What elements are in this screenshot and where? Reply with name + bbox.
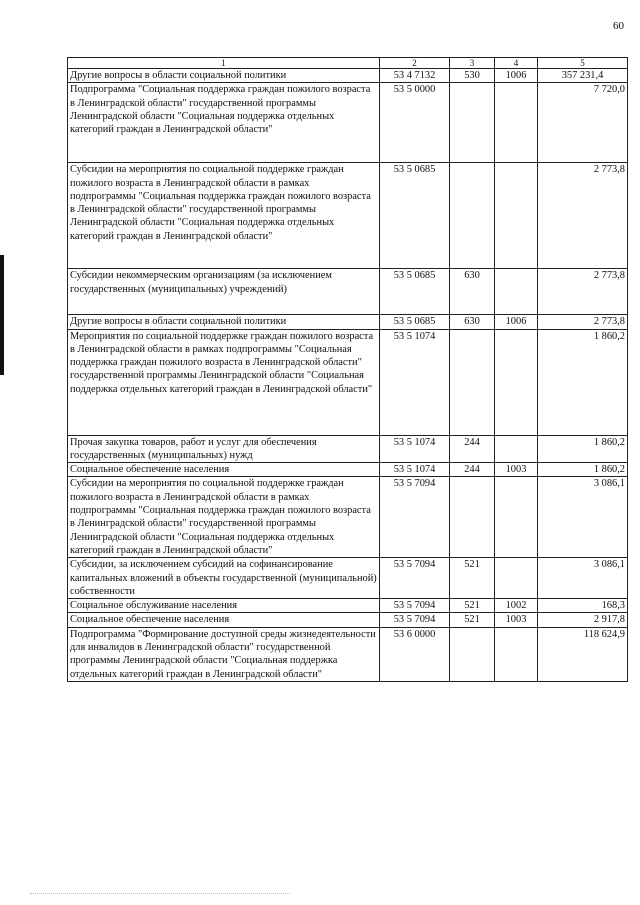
row-vr: [450, 163, 495, 269]
row-sum: 2 773,8: [538, 163, 628, 269]
row-sum: 168,3: [538, 599, 628, 613]
table-row: [68, 599, 628, 613]
table-row: [68, 435, 628, 463]
header-cell-vr: 3: [450, 58, 495, 69]
row-vr: 521: [450, 599, 495, 613]
header-cell-sum: 5: [538, 58, 628, 69]
row-name: Субсидии, за исключением субсидий на софинансирование капитальных вложений в объекты государственной (муниципальной) собственности: [68, 558, 380, 599]
table-row: [68, 69, 628, 83]
row-code: 53 5 0685: [380, 163, 450, 269]
row-rz: [495, 477, 538, 558]
row-rz: 1006: [495, 315, 538, 329]
row-vr: 630: [450, 269, 495, 315]
page-number: 60: [613, 20, 624, 32]
row-rz: 1002: [495, 599, 538, 613]
row-vr: [450, 477, 495, 558]
header-row: [68, 58, 628, 69]
row-vr: 244: [450, 463, 495, 477]
scan-margin-mark: [0, 255, 4, 375]
row-name: Субсидии на мероприятия по социальной поддержке граждан пожилого возраста в Ленинградской области в рамках подпрограммы "Социальная поддержка граждан пожилого возраста в Ленинградской области" государственной программы Ленинградской области "Социальная поддержка отдельных категорий граждан в Ленинградской области": [68, 477, 380, 558]
table-row: [68, 613, 628, 627]
row-code: 53 5 1074: [380, 329, 450, 435]
row-sum: 7 720,0: [538, 83, 628, 163]
header-cell-code: 2: [380, 58, 450, 69]
scan-noise: [30, 893, 290, 896]
row-rz: [495, 558, 538, 599]
row-code: 53 5 1074: [380, 463, 450, 477]
row-vr: 521: [450, 558, 495, 599]
row-sum: 1 860,2: [538, 435, 628, 463]
row-code: 53 5 7094: [380, 477, 450, 558]
row-name: Прочая закупка товаров, работ и услуг для обеспечения государственных (муниципальных) нужд: [68, 435, 380, 463]
row-rz: [495, 627, 538, 681]
table-row: [68, 83, 628, 163]
row-code: 53 5 7094: [380, 599, 450, 613]
row-vr: [450, 83, 495, 163]
row-name: Социальное обслуживание населения: [68, 599, 380, 613]
row-code: 53 4 7132: [380, 69, 450, 83]
row-sum: 357 231,4: [538, 69, 628, 83]
row-rz: 1006: [495, 69, 538, 83]
table-row: [68, 463, 628, 477]
row-sum: 118 624,9: [538, 627, 628, 681]
row-vr: [450, 627, 495, 681]
row-rz: [495, 83, 538, 163]
row-sum: 3 086,1: [538, 558, 628, 599]
row-name: Другие вопросы в области социальной политики: [68, 69, 380, 83]
row-name: Подпрограмма "Формирование доступной среды жизнедеятельности для инвалидов в Ленинградской области" государственной программы Ленинградской области "Социальная поддержка отдельных категорий граждан в Ленинградской области": [68, 627, 380, 681]
table-row: [68, 558, 628, 599]
row-sum: 3 086,1: [538, 477, 628, 558]
row-code: 53 5 7094: [380, 613, 450, 627]
row-vr: 521: [450, 613, 495, 627]
row-sum: 2 773,8: [538, 315, 628, 329]
row-vr: 630: [450, 315, 495, 329]
row-code: 53 5 1074: [380, 435, 450, 463]
header-cell-name: 1: [68, 58, 380, 69]
table-row: [68, 477, 628, 558]
row-name: Социальное обеспечение населения: [68, 463, 380, 477]
row-code: 53 5 7094: [380, 558, 450, 599]
row-vr: 530: [450, 69, 495, 83]
table-row: [68, 269, 628, 315]
row-name: Субсидии на мероприятия по социальной поддержке граждан пожилого возраста в Ленинградской области в рамках подпрограммы "Социальная поддержка граждан пожилого возраста в Ленинградской области" государственной программы Ленинградской области "Социальная поддержка отдельных категорий граждан в Ленинградской области": [68, 163, 380, 269]
header-cell-rz: 4: [495, 58, 538, 69]
row-rz: [495, 163, 538, 269]
row-vr: 244: [450, 435, 495, 463]
row-sum: 2 917,8: [538, 613, 628, 627]
row-sum: 2 773,8: [538, 269, 628, 315]
row-rz: 1003: [495, 613, 538, 627]
table-row: [68, 163, 628, 269]
row-name: Другие вопросы в области социальной политики: [68, 315, 380, 329]
row-sum: 1 860,2: [538, 329, 628, 435]
row-name: Мероприятия по социальной поддержке граждан пожилого возраста в Ленинградской области в рамках подпрограммы "Социальная поддержка граждан пожилого возраста в Ленинградской области" государственной программы Ленинградской области "Социальная поддержка отдельных категорий граждан в Ленинградской области": [68, 329, 380, 435]
row-code: 53 6 0000: [380, 627, 450, 681]
row-vr: [450, 329, 495, 435]
row-code: 53 5 0000: [380, 83, 450, 163]
table-row: [68, 315, 628, 329]
row-rz: [495, 435, 538, 463]
table-row: [68, 329, 628, 435]
row-name: Социальное обеспечение населения: [68, 613, 380, 627]
budget-table: [67, 57, 628, 682]
row-rz: 1003: [495, 463, 538, 477]
table-row: [68, 627, 628, 681]
row-rz: [495, 269, 538, 315]
row-name: Подпрограмма "Социальная поддержка граждан пожилого возраста в Ленинградской области" государственной программы Ленинградской области "Социальная поддержка отдельных категорий граждан в Ленинградской области": [68, 83, 380, 163]
row-code: 53 5 0685: [380, 269, 450, 315]
row-name: Субсидии некоммерческим организациям (за исключением государственных (муниципальных) учреждений): [68, 269, 380, 315]
row-code: 53 5 0685: [380, 315, 450, 329]
row-rz: [495, 329, 538, 435]
row-sum: 1 860,2: [538, 463, 628, 477]
